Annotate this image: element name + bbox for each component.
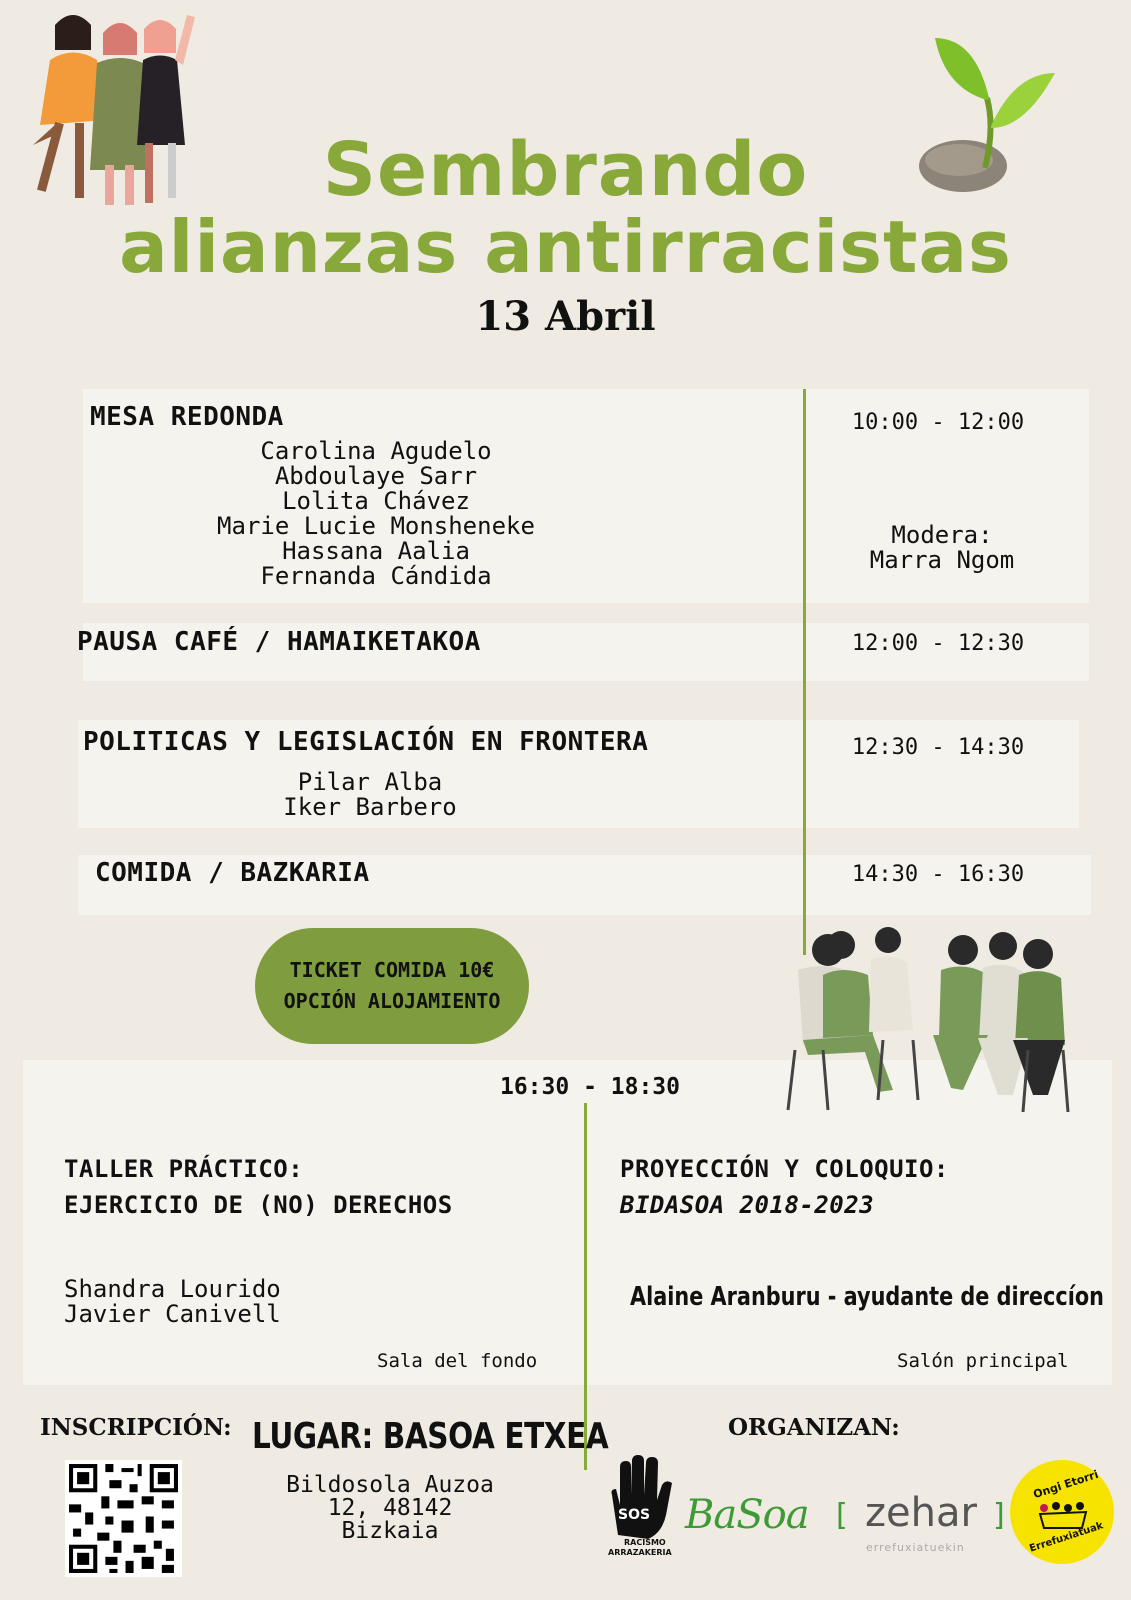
ticket-lodging: OPCIÓN ALOJAMIENTO [283,989,501,1013]
sos-text: SOS [618,1507,651,1523]
address-line: Bildosola Auzoa [286,1472,494,1498]
sos-racismo-logo [600,1455,680,1565]
organizan-label: ORGANIZAN: [728,1414,900,1441]
zehar-bracket-left: [ [836,1498,848,1533]
comida-title: COMIDA / BAZKARIA [95,858,370,888]
hand-icon [604,1455,676,1540]
address-line: Bizkaia [341,1518,439,1544]
sos-line1: RACISMO [624,1538,666,1547]
speaker-name: Iker Barbero [283,793,457,821]
taller-room: Sala del fondo [377,1350,538,1372]
group-meeting-illustration [783,920,1073,1115]
proyeccion-title-line2: BIDASOA 2018-2023 [620,1191,875,1219]
comida-time: 14:30 - 16:30 [851,862,1025,887]
title-line1: Sembrando [322,127,809,213]
moderator-label: Modera: [891,521,993,549]
qr-code[interactable] [65,1460,182,1577]
mesa-speakers [200,439,552,589]
ongi-line1: Ongi Etorri [1031,1467,1100,1502]
speaker-name: Shandra Lourido [64,1275,281,1303]
venue-title: LUGAR: BASOA ETXEA [252,1416,609,1457]
basoa-logo: BaSoa [685,1492,809,1538]
event-date: 13 Abril [475,293,656,340]
politicas-title: POLITICAS Y LEGISLACIÓN EN FRONTERA [83,727,649,757]
afternoon-divider [584,1103,587,1470]
pausa-title: PAUSA CAFÉ / HAMAIKETAKOA [77,627,481,657]
proyeccion-title-line1: PROYECCIÓN Y COLOQUIO: [620,1155,949,1183]
taller-title-line1: TALLER PRÁCTICO: [64,1155,304,1183]
speaker-name: Hassana Aalia [282,537,470,565]
speaker-name: Pilar Alba [297,768,443,796]
afternoon-time: 16:30 - 18:30 [499,1074,680,1100]
zehar-subtitle: errefuxiatuekin [866,1541,965,1554]
ticket-badge [255,928,529,1044]
ongi-etorri-logo [1010,1460,1114,1564]
taller-title-line2: EJERCICIO DE (NO) DERECHOS [64,1191,453,1219]
mesa-time: 10:00 - 12:00 [851,410,1025,435]
proyeccion-room: Salón principal [897,1350,1069,1372]
zehar-bracket-right: ] [993,1498,1005,1533]
ongi-line2: Errefuxiatuak [1028,1520,1105,1555]
sos-line2: ARRAZAKERIA [608,1548,672,1557]
politicas-speakers [250,770,490,820]
speaker-name: Javier Canivell [64,1300,281,1328]
speaker-name: Abdoulaye Sarr [274,462,478,490]
politicas-time: 12:30 - 14:30 [851,735,1025,760]
speaker-name: Carolina Agudelo [260,437,492,465]
schedule-divider [803,389,806,955]
title-line2: alianzas antirracistas [119,205,1012,289]
proyeccion-guest: Alaine Aranburu - ayudante de direccíon [630,1282,1104,1312]
zehar-logo: zehar [865,1490,977,1536]
speaker-name: Fernanda Cándida [260,562,492,590]
taller-speakers [64,1277,281,1327]
speaker-name: Marie Lucie Monsheneke [217,512,535,540]
pausa-time: 12:00 - 12:30 [851,631,1025,656]
mesa-title: MESA REDONDA [90,402,284,432]
ticket-price: TICKET COMIDA 10€ [289,958,495,982]
moderator-name: Marra Ngom [869,546,1015,574]
speaker-name: Lolita Chávez [282,487,470,515]
venue-address [260,1474,520,1543]
address-line: 12, 48142 [327,1495,453,1521]
inscripcion-label: INSCRIPCIÓN: [40,1414,232,1441]
